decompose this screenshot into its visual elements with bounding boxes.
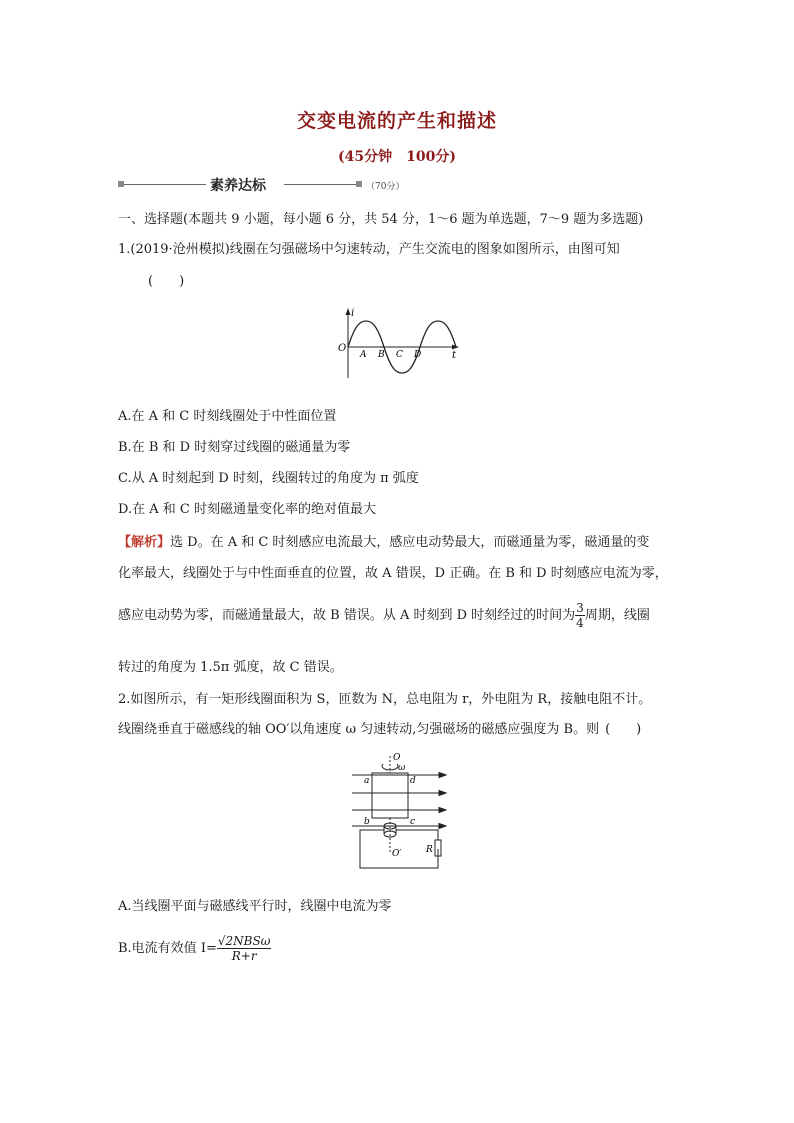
q1-answer-bracket: ( ) (148, 274, 185, 289)
q2-stem-text: 线圈绕垂直于磁感线的轴 OO′以角速度 ω 匀速转动,匀强磁场的磁感应强度为 B。则 (118, 722, 600, 737)
analysis-text-3b: 周期，线圈 (584, 608, 650, 623)
q2-option-a: A.当线圈平面与磁感线平行时，线圈中电流为零 (118, 899, 392, 914)
section-label: 素养达标 (210, 178, 266, 194)
analysis-text-1: 选 D。在 A 和 C 时刻感应电流最大，感应电动势最大，而磁通量为零，磁通量的变 (170, 535, 650, 550)
y-axis-label: i (351, 308, 355, 319)
bar-line-right (284, 184, 356, 185)
axis-label-o-prime: O′ (392, 849, 402, 859)
fraction-denominator: 4 (576, 616, 584, 630)
bar-square-right (356, 181, 362, 187)
corner-label-a: a (364, 776, 370, 786)
q1-analysis-line-1 (118, 531, 649, 550)
point-label-a: A (360, 350, 367, 360)
corner-label-d: d (410, 776, 416, 786)
q1-option-b: B.在 B 和 D 时刻穿过线圈的磁通量为零 (118, 440, 351, 455)
page-title: 交变电流的产生和描述 (296, 110, 497, 132)
q1-option-c: C.从 A 时刻起到 D 时刻，线圈转过的角度为 π 弧度 (118, 471, 419, 486)
q1-option-d: D.在 A 和 C 时刻磁通量变化率的绝对值最大 (118, 502, 376, 517)
axis-label-o: O (393, 753, 401, 763)
section-header (118, 178, 408, 192)
formula-denominator: R+r (231, 949, 257, 963)
omega-label: ω (398, 763, 406, 773)
corner-label-b: b (364, 817, 370, 827)
origin-label: O (338, 343, 347, 354)
formula-numerator: √2NBSω (217, 934, 271, 948)
q2-stem-line-2 (118, 718, 641, 737)
q2-stem-line-1: 2.如图所示，有一矩形线圈面积为 S，匝数为 N，总电阻为 r，外电阻为 R，接触电阻不计。 (118, 692, 652, 707)
q1-analysis-line-2: 化率最大，线圈处于与中性面垂直的位置，故 A 错误，D 正确。在 B 和 D 时刻感应电流为零， (118, 566, 668, 581)
q1-stem: 1.(2019·沧州模拟)线圈在匀强磁场中匀速转动，产生交流电的图象如图所示，由图可知 (118, 242, 620, 257)
q2-answer-bracket: ( ) (605, 722, 642, 737)
q1-sine-graph (335, 306, 475, 382)
q1-option-a: A.在 A 和 C 时刻线圈处于中性面位置 (118, 409, 337, 424)
q2-option-b-prefix: B.电流有效值 I= (118, 941, 217, 956)
fraction-three-quarters (575, 601, 585, 630)
fraction-numerator: 3 (576, 601, 584, 615)
corner-label-c: c (410, 817, 416, 827)
q1-analysis-line-3 (118, 601, 650, 630)
current-formula-fraction (217, 934, 272, 963)
bar-line-left (124, 184, 206, 185)
point-label-c: C (396, 350, 403, 360)
analysis-tag: 【解析】 (118, 535, 171, 550)
point-label-b: B (378, 350, 385, 360)
q2-option-b (118, 934, 271, 963)
section-points: （70分） (366, 182, 405, 192)
q2-coil-diagram (340, 746, 460, 871)
analysis-text-3a: 感应电动势为零，而磁通量最大，故 B 错误。从 A 时刻到 D 时刻经过的时间为 (118, 608, 576, 623)
q1-analysis-line-4: 转过的角度为 1.5π 弧度，故 C 错误。 (118, 660, 343, 675)
x-axis-label: t (452, 350, 457, 361)
point-label-d: D (414, 350, 422, 360)
page-subtitle: (45分钟 100分) (338, 149, 456, 165)
instructions: 一、选择题(本题共 9 小题，每小题 6 分，共 54 分，1～6 题为单选题，7～9 题为多选题) (118, 212, 644, 227)
resistor-label: R (426, 845, 433, 855)
